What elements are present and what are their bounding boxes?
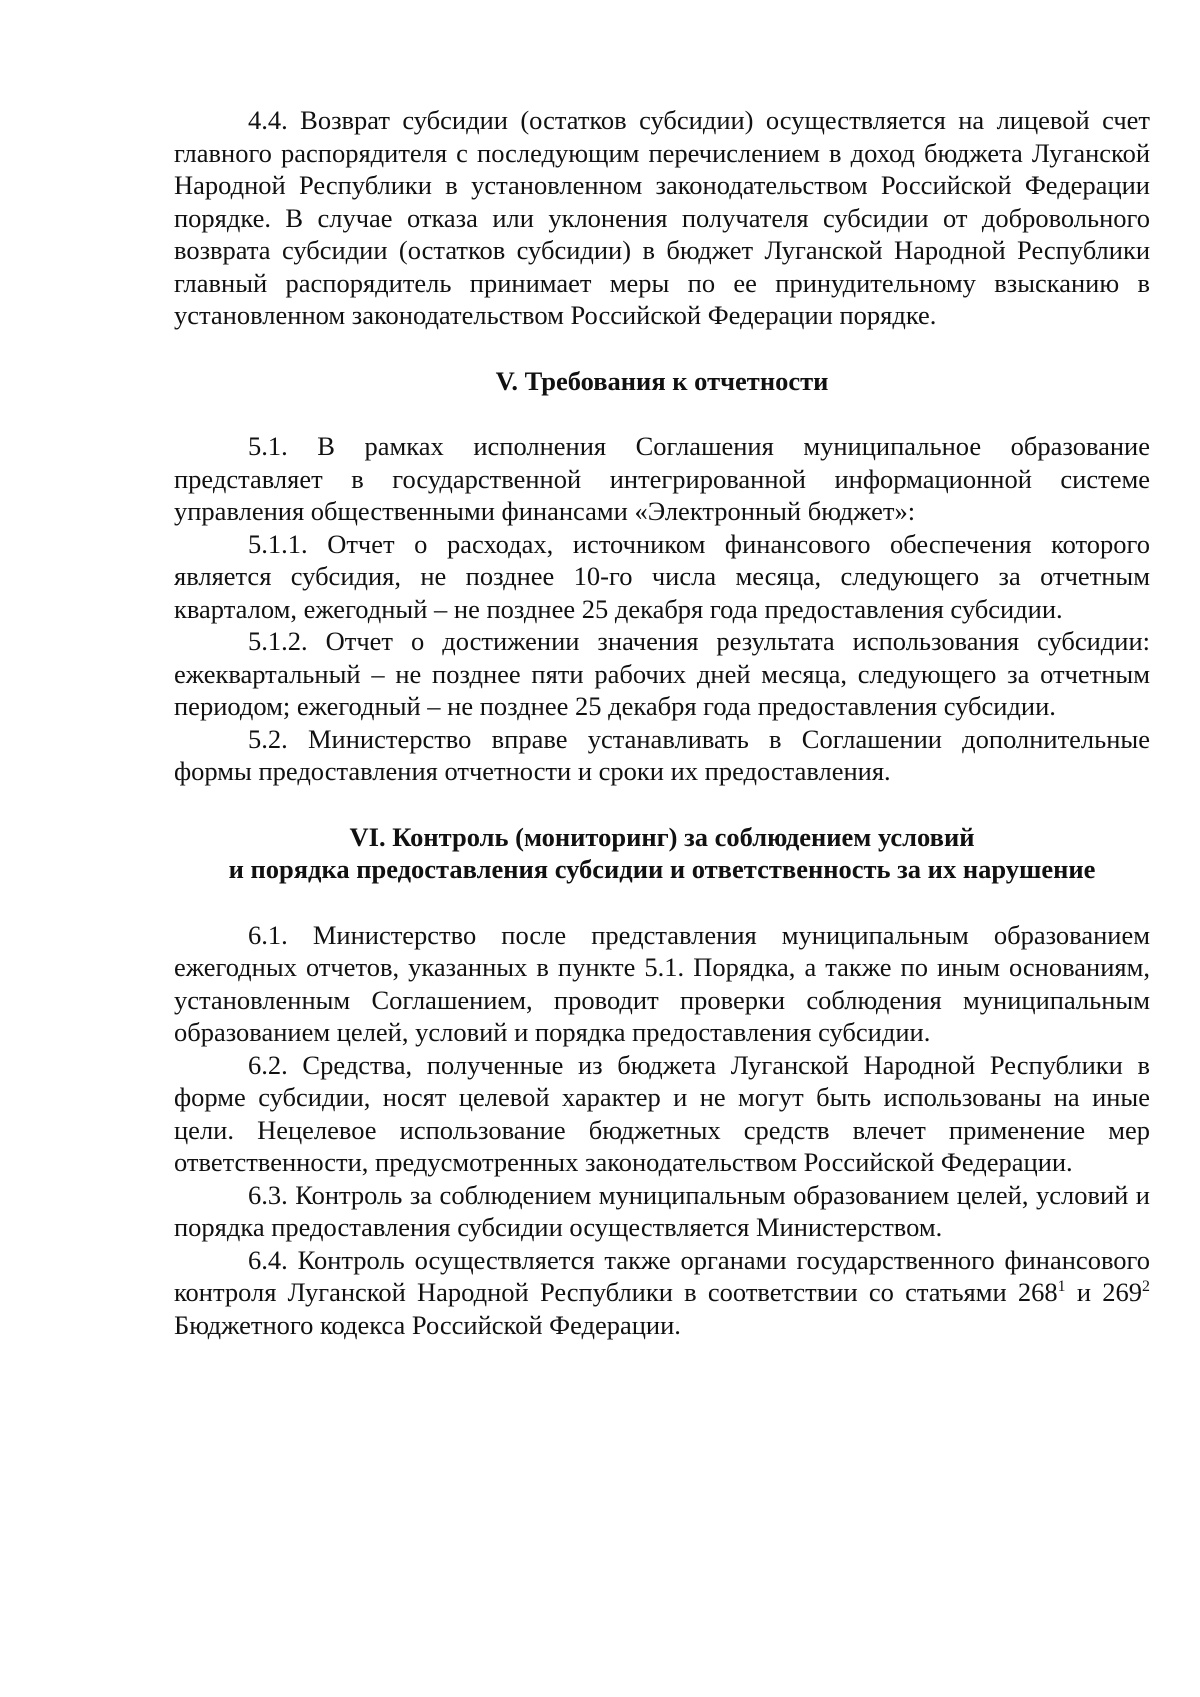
paragraph-5-1: 5.1. В рамках исполнения Соглашения муниципальное образование представляет в государственной интегрированной информационной системе управления общественными финансами «Электронный бюджет»: <box>174 431 1150 526</box>
paragraph-5-1-1: 5.1.1. Отчет о расходах, источником финансового обеспечения которого является субсидия, не позднее 10-го числа месяца, следующего за отчетным кварталом, ежегодный – не позднее 25 декабря года предоставления субсидии. <box>174 528 1150 624</box>
document-page <box>174 104 1150 1341</box>
superscript-1: 1 <box>1057 1278 1066 1296</box>
section-6-heading-line-1: VI. Контроль (мониторинг) за соблюдением условий <box>349 821 975 852</box>
section-6-heading <box>174 821 1150 886</box>
paragraph-6-4-text-1: 6.4. Контроль осуществляется также органами государственного финансового контроля Луганской Народной Республики в соответствии со статьями 268 <box>174 1244 1150 1307</box>
paragraph-6-3: 6.3. Контроль за соблюдением муниципальным образованием целей, условий и порядка предоставления субсидии осуществляется Министерством. <box>174 1179 1150 1242</box>
section-6-heading-line-2: и порядка предоставления субсидии и ответственность за их нарушение <box>228 854 1096 884</box>
paragraph-6-4 <box>174 1244 1150 1342</box>
paragraph-6-1: 6.1. Министерство после представления муниципальным образованием ежегодных отчетов, указанных в пункте 5.1. Порядка, а также по иным основаниям, установленным Соглашением, проводит проверки соблюдения муниципальным образованием целей, условий и порядка предоставления субсидии. <box>174 919 1150 1047</box>
paragraph-6-4-text-2: и 269 <box>1065 1277 1143 1307</box>
paragraph-5-2: 5.2. Министерство вправе устанавливать в Соглашении дополнительные формы предоставления отчетности и сроки их предоставления. <box>174 723 1150 786</box>
section-5-heading: V. Требования к отчетности <box>495 365 829 396</box>
paragraph-4-4: 4.4. Возврат субсидии (остатков субсидии) осуществляется на лицевой счет главного распорядителя с последующим перечислением в доход бюджета Луганской Народной Республики в установленном законодательством Российской Федерации порядке. В случае отказа или уклонения получателя субсидии от добровольного возврата субсидии (остатков субсидии) в бюджет Луганской Народной Республики главный распорядитель принимает меры по ее принудительному взысканию в установленном законодательством Российской Федерации порядке. <box>174 105 1150 330</box>
superscript-2: 2 <box>1142 1278 1150 1296</box>
paragraph-5-1-2: 5.1.2. Отчет о достижении значения результата использования субсидии: ежеквартальный – не позднее пяти рабочих дней месяца, следующего за отчетным периодом; ежегодный – не позднее 25 декабря года предоставления субсидии. <box>174 626 1150 721</box>
paragraph-6-4-text-3: Бюджетного кодекса Российской Федерации. <box>174 1309 681 1340</box>
paragraph-6-2: 6.2. Средства, полученные из бюджета Луганской Народной Республики в форме субсидии, носят целевой характер и не могут быть использованы на иные цели. Нецелевое использование бюджетных средств влечет применение мер ответственности, предусмотренных законодательством Российской Федерации. <box>174 1049 1150 1177</box>
